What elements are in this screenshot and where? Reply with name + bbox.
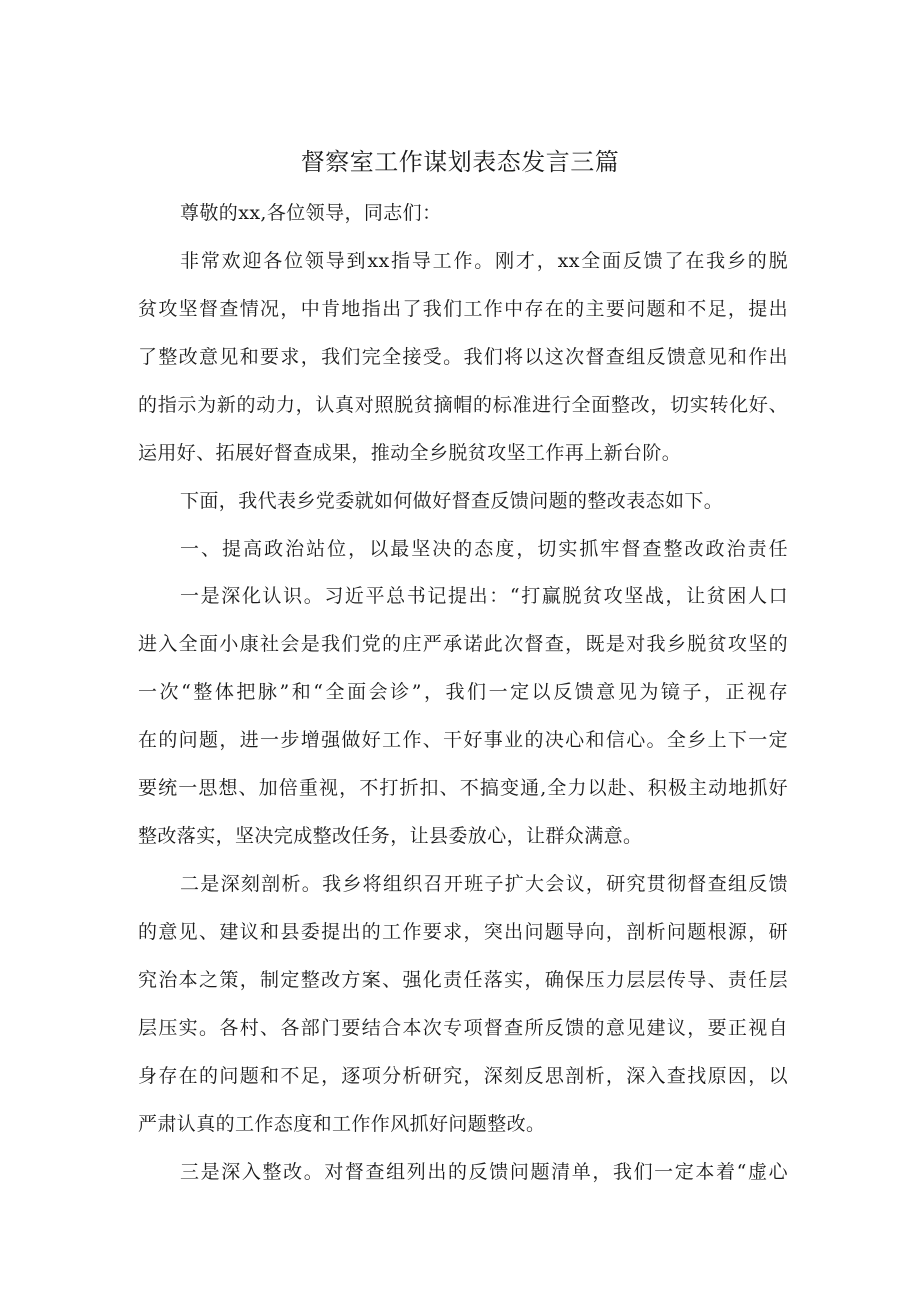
paragraph-line: 进入全面小康社会是我们党的庄严承诺此次督查，既是对我乡脱贫攻坚的 bbox=[138, 633, 788, 655]
paragraph-line: 非常欢迎各位领导到xx指导工作。刚才，xx全面反馈了在我乡的脱 bbox=[180, 250, 788, 272]
paragraph-line: 身存在的问题和不足，逐项分析研究，深刻反思剖析，深入查找原因，以 bbox=[138, 1065, 788, 1087]
document-title: 督察室工作谋划表态发言三篇 bbox=[300, 148, 620, 176]
section-heading: 一、提高政治站位，以最坚决的态度，切实抓牢督查整改政治责任 bbox=[180, 538, 788, 560]
salutation-line: 尊敬的xx,各位领导，同志们： bbox=[180, 202, 442, 224]
paragraph-line: 二是深刻剖析。我乡将组织召开班子扩大会议，研究贯彻督查组反馈 bbox=[180, 873, 788, 895]
paragraph-line: 一次“整体把脉”和“全面会诊”，我们一定以反馈意见为镜子，正视存 bbox=[138, 681, 788, 703]
paragraph-line: 严肃认真的工作态度和工作作风抓好问题整改。 bbox=[138, 1113, 546, 1135]
paragraph-line: 了整改意见和要求，我们完全接受。我们将以这次督查组反馈意见和作出 bbox=[138, 346, 788, 368]
paragraph-line: 的意见、建议和县委提出的工作要求，突出问题导向，剖析问题根源，研 bbox=[138, 921, 788, 943]
paragraph-line: 整改落实，坚决完成整改任务，让县委放心，让群众满意。 bbox=[138, 825, 643, 847]
paragraph-line: 的指示为新的动力，认真对照脱贫摘帽的标准进行全面整改，切实转化好、 bbox=[138, 394, 788, 416]
paragraph-line: 一是深化认识。习近平总书记提出：“打赢脱贫攻坚战，让贫困人口 bbox=[180, 585, 788, 607]
paragraph-line: 贫攻坚督查情况，中肯地指出了我们工作中存在的主要问题和不足，提出 bbox=[138, 298, 788, 320]
paragraph-line: 层压实。各村、各部门要结合本次专项督查所反馈的意见建议，要正视自 bbox=[138, 1017, 788, 1039]
paragraph-line: 三是深入整改。对督查组列出的反馈问题清单，我们一定本着“虚心 bbox=[180, 1161, 788, 1183]
paragraph-line: 要统一思想、加倍重视，不打折扣、不搞变通,全力以赴、积极主动地抓好 bbox=[138, 777, 788, 799]
paragraph-line: 究治本之策，制定整改方案、强化责任落实，确保压力层层传导、责任层 bbox=[138, 969, 788, 991]
paragraph-line: 在的问题，进一步增强做好工作、干好事业的决心和信心。全乡上下一定 bbox=[138, 729, 788, 751]
paragraph-line: 下面，我代表乡党委就如何做好督查反馈问题的整改表态如下。 bbox=[180, 490, 724, 512]
paragraph-line: 运用好、拓展好督查成果，推动全乡脱贫攻坚工作再上新台阶。 bbox=[138, 442, 682, 464]
